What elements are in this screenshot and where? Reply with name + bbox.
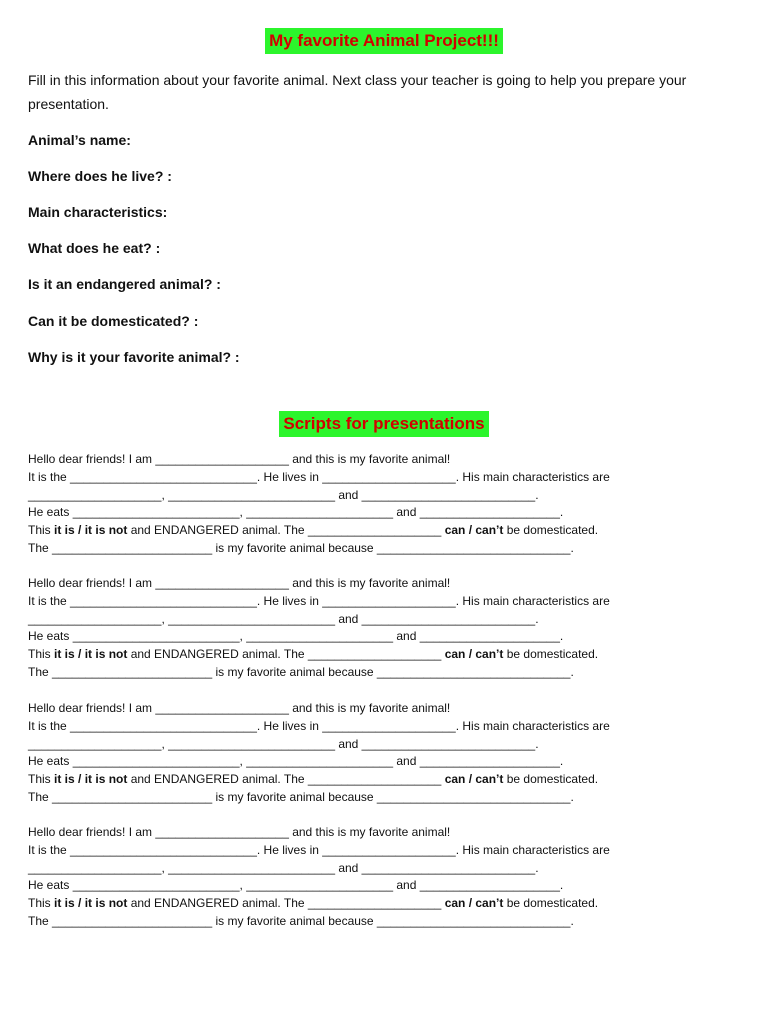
script-choice-domesticated: can / can’t — [444, 896, 504, 911]
script-choice-domesticated: can / can’t — [444, 647, 504, 662]
intro-text: Fill in this information about your favorite animal. Next class your teacher is going to help you prepare your presentation. — [28, 72, 687, 112]
script-line-eats: He eats _________________________, ______________________ and _____________________. — [28, 878, 564, 893]
script-text: This — [28, 772, 55, 787]
script-line-because: The ________________________ is my favorite animal because _____________________________. — [28, 789, 574, 804]
script-block — [28, 451, 740, 558]
script-block — [28, 824, 740, 931]
scripts-title-block — [0, 411, 768, 437]
script-line-endangered — [28, 646, 740, 664]
script-text: This — [28, 896, 55, 911]
script-text: and ENDANGERED animal. The ____________________ — [127, 896, 445, 911]
title-block — [0, 28, 768, 54]
question-what-eat: What does he eat? : — [28, 240, 161, 256]
question-animal-name: Animal’s name: — [28, 132, 131, 148]
scripts-title: Scripts for presentations — [279, 411, 488, 437]
script-text: be domesticated. — [503, 523, 599, 538]
script-choice-endangered: it is / it is not — [54, 523, 128, 538]
script-text: This — [28, 523, 55, 538]
question-endangered: Is it an endangered animal? : — [28, 276, 221, 292]
script-text: and ENDANGERED animal. The ____________________ — [127, 523, 445, 538]
script-line-eats: He eats _________________________, ______________________ and _____________________. — [28, 629, 564, 644]
script-block — [28, 700, 740, 807]
script-line-characteristics: ____________________, _________________________ and __________________________. — [28, 860, 539, 875]
script-text: and ENDANGERED animal. The ____________________ — [127, 647, 445, 662]
script-line-because: The ________________________ is my favorite animal because _____________________________. — [28, 540, 574, 555]
script-line-characteristics: ____________________, _________________________ and __________________________. — [28, 611, 539, 626]
script-line-characteristics: ____________________, _________________________ and __________________________. — [28, 487, 539, 502]
script-line-eats: He eats _________________________, ______________________ and _____________________. — [28, 754, 564, 769]
script-choice-endangered: it is / it is not — [54, 647, 128, 662]
question-domesticated: Can it be domesticated? : — [28, 313, 199, 329]
script-text: This — [28, 647, 55, 662]
script-line-because: The ________________________ is my favorite animal because _____________________________. — [28, 913, 574, 928]
script-line-endangered — [28, 895, 740, 913]
script-choice-endangered: it is / it is not — [54, 896, 128, 911]
script-line-endangered — [28, 522, 740, 540]
script-line-animal: It is the ____________________________. He lives in ____________________. His main characteristics are — [28, 718, 610, 733]
script-line-characteristics: ____________________, _________________________ and __________________________. — [28, 736, 539, 751]
script-line-because: The ________________________ is my favorite animal because _____________________________. — [28, 664, 574, 679]
script-choice-domesticated: can / can’t — [444, 523, 504, 538]
question-characteristics: Main characteristics: — [28, 204, 168, 220]
script-choice-endangered: it is / it is not — [54, 772, 128, 787]
script-choice-domesticated: can / can’t — [444, 772, 504, 787]
question-why-favorite: Why is it your favorite animal? : — [28, 349, 240, 365]
script-text: be domesticated. — [503, 772, 599, 787]
script-text: be domesticated. — [503, 647, 599, 662]
script-line-animal: It is the ____________________________. He lives in ____________________. His main characteristics are — [28, 593, 610, 608]
script-block — [28, 575, 740, 682]
script-text: be domesticated. — [503, 896, 599, 911]
script-text: and ENDANGERED animal. The ____________________ — [127, 772, 445, 787]
script-line-endangered — [28, 771, 740, 789]
script-line-greeting: Hello dear friends! I am ____________________ and this is my favorite animal! — [28, 825, 451, 839]
script-line-animal: It is the ____________________________. He lives in ____________________. His main characteristics are — [28, 842, 610, 857]
script-line-greeting: Hello dear friends! I am ____________________ and this is my favorite animal! — [28, 452, 451, 466]
page-title: My favorite Animal Project!!! — [265, 28, 503, 54]
script-line-greeting: Hello dear friends! I am ____________________ and this is my favorite animal! — [28, 701, 451, 715]
question-where-live: Where does he live? : — [28, 168, 172, 184]
script-line-eats: He eats _________________________, ______________________ and _____________________. — [28, 505, 564, 520]
script-line-animal: It is the ____________________________. He lives in ____________________. His main characteristics are — [28, 469, 610, 484]
script-line-greeting: Hello dear friends! I am ____________________ and this is my favorite animal! — [28, 576, 451, 590]
